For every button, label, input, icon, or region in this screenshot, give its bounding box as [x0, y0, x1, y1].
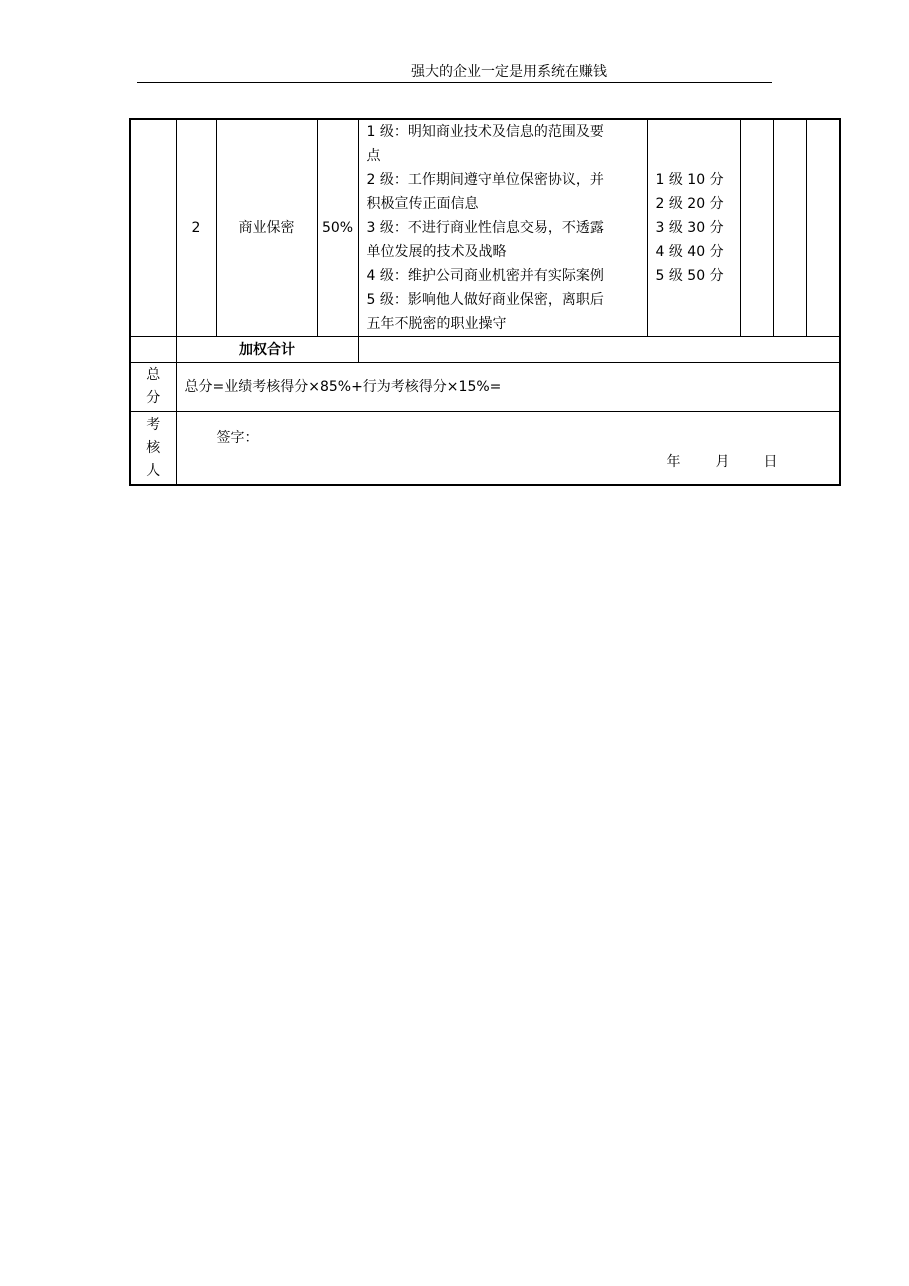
score-line: 4 级 40 分 [655, 244, 724, 260]
signature-cell[interactable] [176, 412, 840, 486]
weighted-total-value[interactable] [358, 337, 840, 363]
total-score-row [130, 363, 840, 412]
total-label-char: 分 [146, 390, 161, 406]
level-line: 2 级：工作期间遵守单位保密协议，并 [366, 172, 604, 188]
evaluation-table [129, 118, 841, 486]
level-scores-cell [647, 119, 740, 337]
reviewer-label-char: 考 [146, 416, 161, 433]
row-index: 2 [176, 119, 216, 337]
level-descriptions [359, 120, 647, 336]
signature-label: 签字： [216, 430, 259, 446]
criteria-row [130, 119, 840, 337]
score-line: 1 级 10 分 [655, 172, 724, 188]
date-month-label: 月 [715, 454, 730, 470]
level-line: 5 级：影响他人做好商业保密，离职后 [366, 292, 604, 308]
reviewer-label-char: 核 [146, 439, 161, 456]
empty-cell [130, 337, 176, 363]
page-header-title: 强大的企业一定是用系统在赚钱 [411, 64, 607, 80]
total-formula-cell[interactable] [176, 363, 840, 412]
score-line: 2 级 20 分 [655, 196, 724, 212]
reviewer-label-char: 人 [146, 462, 161, 479]
level-line: 单位发展的技术及战略 [366, 244, 507, 260]
item-weight: 50% [317, 119, 358, 337]
score-line: 5 级 50 分 [655, 268, 724, 284]
level-scores [648, 168, 740, 288]
level-line: 点 [366, 148, 381, 164]
date-year-label: 年 [666, 454, 681, 470]
score-line: 3 级 30 分 [655, 220, 724, 236]
level-line: 4 级：维护公司商业机密并有实际案例 [366, 268, 604, 284]
level-line: 3 级：不进行商业性信息交易，不透露 [366, 220, 604, 236]
page-header [137, 63, 772, 83]
total-label-char: 总 [146, 367, 161, 383]
date-day-label: 日 [763, 454, 778, 470]
level-line: 1 级：明知商业技术及信息的范围及要 [366, 124, 604, 140]
score-input-cell[interactable] [806, 119, 840, 337]
score-input-cell[interactable] [740, 119, 773, 337]
level-descriptions-cell [358, 119, 647, 337]
reviewer-label-cell [130, 412, 176, 486]
weighted-total-label: 加权合计 [176, 337, 358, 363]
score-input-cell[interactable] [773, 119, 806, 337]
item-name: 商业保密 [216, 119, 317, 337]
empty-category-cell [130, 119, 176, 337]
total-formula: 总分=业绩考核得分×85%+行为考核得分×15%= [184, 379, 502, 395]
weighted-total-row [130, 337, 840, 363]
level-line: 五年不脱密的职业操守 [366, 316, 507, 332]
reviewer-row [130, 412, 840, 486]
level-line: 积极宣传正面信息 [366, 196, 479, 212]
total-score-label-cell [130, 363, 176, 412]
